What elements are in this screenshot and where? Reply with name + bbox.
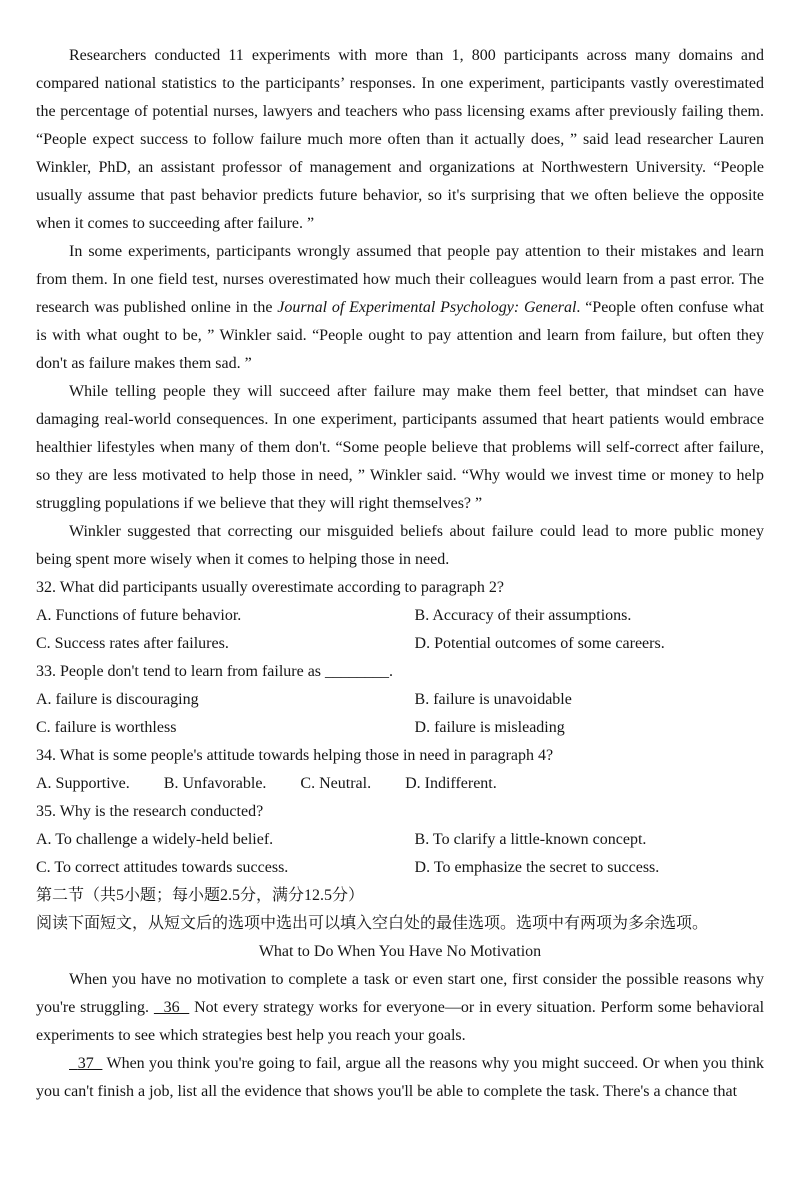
paragraph-text: When you think you're going to fail, argue all the reasons why you might succeed. Or when you think you can't finish a job, list all the evidence that shows you'll be able to complete the task. There's a chance that	[36, 1055, 765, 1100]
question-35-stem: 35. Why is the research conducted?	[36, 803, 264, 820]
question-32-option-d: D. Potential outcomes of some careers.	[414, 635, 665, 652]
question-34-option-a: A. Supportive.	[36, 775, 130, 792]
article-paragraph-3: While telling people they will succeed after failure may make them feel better, that mindset can have damaging real-world consequences. In one experiment, participants assumed that heart patients would embrace healthier lifestyles when many of them don't. “Some people believe that problems will self-correct after failure, so they are less motivated to help those in need, ” Winkler said. “Why would we invest time or money to help struggling populations if we believe that they will right themselves? ”	[36, 383, 764, 512]
question-33-option-d: D. failure is misleading	[414, 719, 565, 736]
question-35-options-row-2	[36, 854, 764, 882]
article-paragraph-4: Winkler suggested that correcting our misguided beliefs about failure could lead to more public money being spent more wisely when it comes to helping those in need.	[36, 523, 764, 568]
passage-title: What to Do When You Have No Motivation	[258, 943, 542, 960]
question-34-options-row	[36, 770, 764, 798]
question-33-option-a: A. failure is discouraging	[36, 691, 199, 708]
question-33-options-row-2	[36, 714, 764, 742]
question-35-options-row-1	[36, 826, 764, 854]
question-34-option-c: C. Neutral.	[300, 775, 372, 792]
section-2-instruction: 阅读下面短文，从短文后的选项中选出可以填入空白处的最佳选项。选项中有两项为多余选项。	[36, 915, 709, 932]
paragraph-text: Not every strategy works for everyone—or in every situation. Perform some behavioral experiments to see which strategies best help you reach your goals.	[36, 999, 765, 1044]
journal-title: Journal of Experimental Psychology: General	[277, 299, 577, 316]
question-35-option-d: D. To emphasize the secret to success.	[414, 859, 660, 876]
question-32-option-a: A. Functions of future behavior.	[36, 607, 242, 624]
paragraph-text: In some experiments, participants wrongly assumed that people pay attention to their mistakes and learn from them. In one field test, nurses overestimated how much their colleagues would learn from a past error. The research was published online in the	[36, 243, 764, 316]
question-33-options-row-1	[36, 686, 764, 714]
question-33-option-c: C. failure is worthless	[36, 719, 177, 736]
blank-37: 37	[69, 1055, 103, 1072]
section-2-heading: 第二节（共5小题；每小题2.5分，满分12.5分）	[36, 887, 365, 904]
article-paragraph-1: Researchers conducted 11 experiments with more than 1, 800 participants across many domains and compared national statistics to the participants’ responses. In one experiment, participants vastly overestimated the percentage of potential nurses, lawyers and teachers who pass licensing exams after previously failing them. “People expect success to follow failure much more often than it actually does, ” said lead researcher Lauren Winkler, PhD, an assistant professor of management and organizations at Northwestern University. “People usually assume that past behavior predicts future behavior, so it's surprising that we often believe the opposite when it comes to succeeding after failure. ”	[36, 47, 764, 232]
question-34	[36, 742, 764, 798]
article-paragraph-2	[36, 238, 764, 378]
blank-36: 36	[153, 999, 190, 1016]
question-34-stem: 34. What is some people's attitude towards helping those in need in paragraph 4?	[36, 747, 554, 764]
paragraph-text: . “People often confuse what is with what ought to be, ” Winkler said. “People ought to pay attention and learn from failure, but often they don't as failure makes them sad. ”	[36, 299, 765, 372]
question-33-stem: 33. People don't tend to learn from failure as ________.	[36, 663, 394, 680]
question-34-option-d: D. Indifferent.	[405, 775, 497, 792]
question-35-option-c: C. To correct attitudes towards success.	[36, 859, 289, 876]
question-33	[36, 658, 764, 742]
question-35-option-a: A. To challenge a widely-held belief.	[36, 831, 274, 848]
paragraph-text: When you have no motivation to complete a task or even start one, first consider the possible reasons why you're struggling.	[36, 971, 764, 1016]
question-35-option-b: B. To clarify a little-known concept.	[414, 831, 647, 848]
question-32	[36, 574, 764, 658]
cloze-paragraph-2	[36, 1050, 764, 1106]
question-33-option-b: B. failure is unavoidable	[414, 691, 572, 708]
question-32-options-row-2	[36, 630, 764, 658]
question-34-option-b: B. Unfavorable.	[163, 775, 267, 792]
question-32-stem: 32. What did participants usually overestimate according to paragraph 2?	[36, 579, 504, 596]
question-35	[36, 798, 764, 882]
question-32-option-b: B. Accuracy of their assumptions.	[414, 607, 632, 624]
cloze-paragraph-1	[36, 966, 764, 1050]
question-32-option-c: C. Success rates after failures.	[36, 635, 229, 652]
question-32-options-row-1	[36, 602, 764, 630]
